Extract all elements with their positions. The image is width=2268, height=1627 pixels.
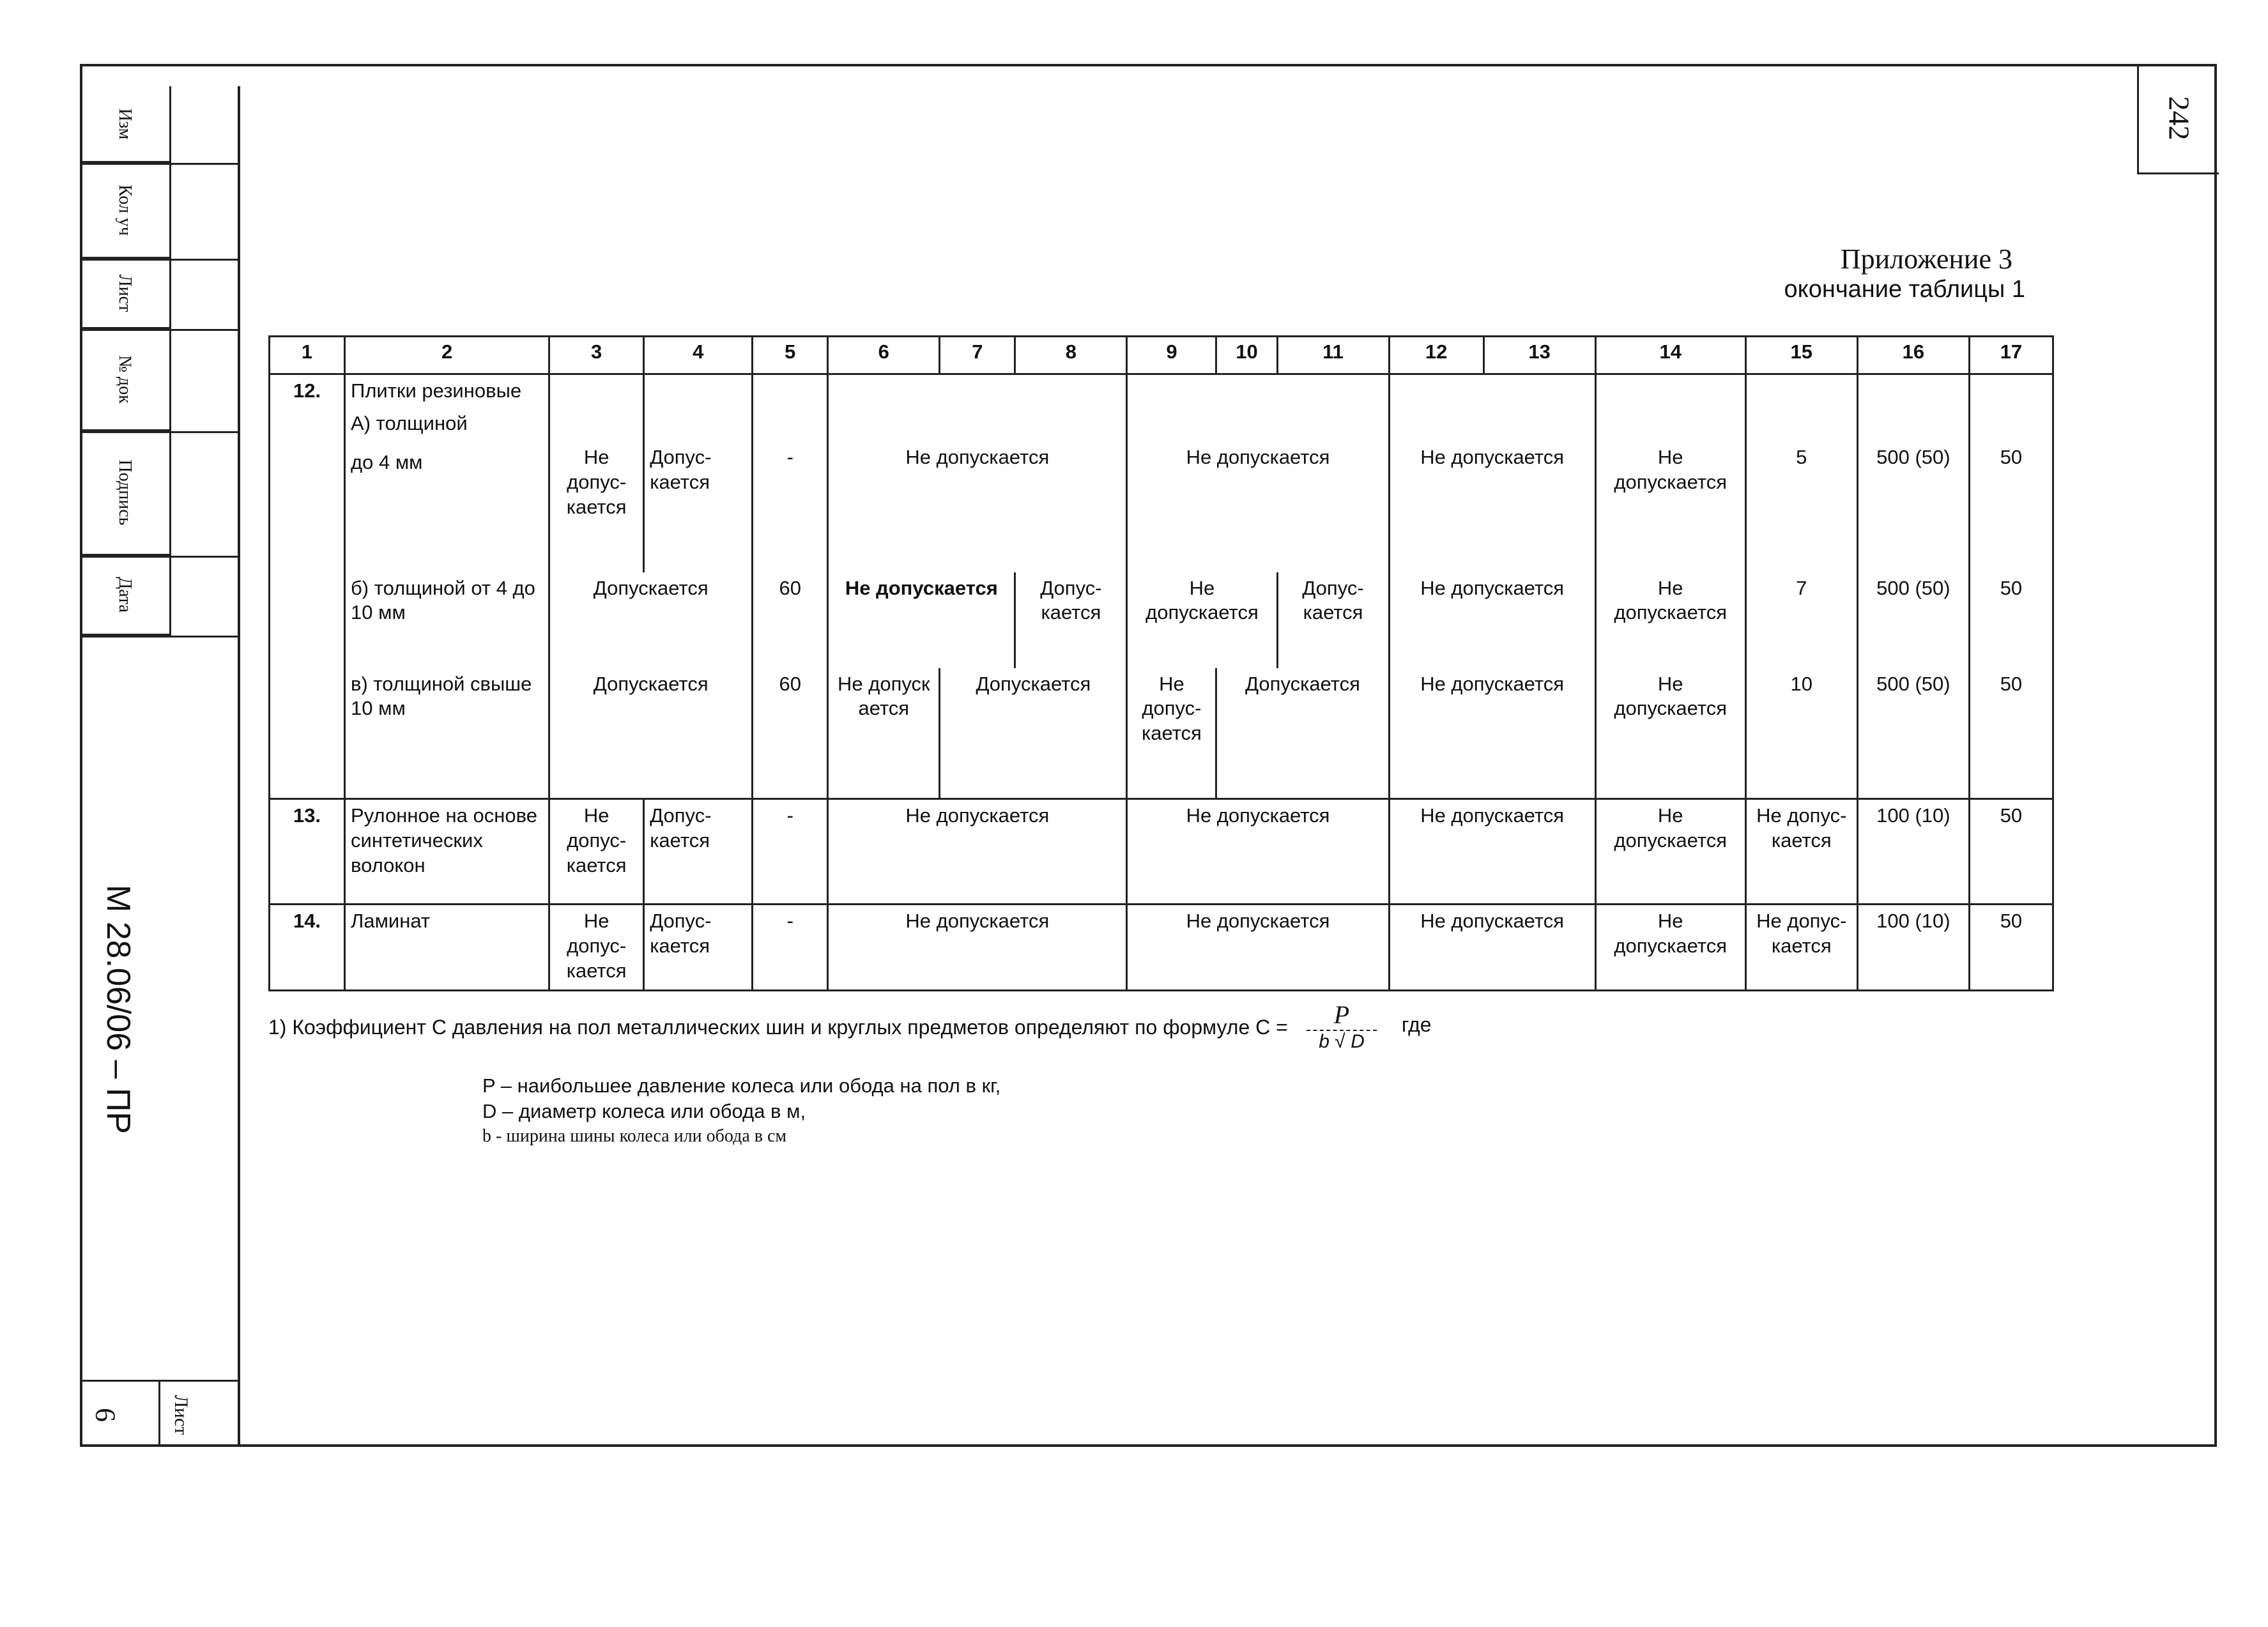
col-header: 12 — [1389, 337, 1483, 374]
table-cell: - — [753, 799, 828, 905]
subrow-label: в) толщиной свыше 10 мм — [345, 668, 549, 799]
col-header: 10 — [1216, 337, 1277, 374]
table-cell: 50 — [1969, 905, 2053, 991]
table-row — [270, 572, 2053, 668]
field-kol-uch — [80, 163, 169, 259]
subrow-label: А) толщиной — [351, 411, 468, 434]
header-row — [270, 337, 2053, 374]
table-cell: 100 (10) — [1857, 799, 1969, 905]
table-cell: Не допускается — [1595, 572, 1745, 668]
table-cell: Не допускается — [828, 572, 1015, 668]
formula-denominator: b √ D — [1319, 1031, 1365, 1052]
table-cell: Не допускается — [1127, 572, 1277, 668]
table-cell: Не допус-кается — [1745, 799, 1857, 905]
field-list — [80, 259, 169, 329]
field-label: Дата — [115, 577, 135, 613]
appendix-title: Приложение 3 — [1840, 243, 2012, 275]
col-header: 6 — [828, 337, 940, 374]
row-number: 12. — [270, 374, 345, 799]
divider — [80, 431, 238, 433]
definition-line: b - ширина шины колеса или обода в см — [482, 1126, 787, 1146]
table-cell: 50 — [1969, 374, 2053, 572]
table-cell: Не допускается — [1389, 905, 1595, 991]
table-cell: Не допускается — [1127, 905, 1389, 991]
col-header: 7 — [940, 337, 1015, 374]
footnote — [268, 1016, 1288, 1039]
footnote-definitions — [482, 1073, 1000, 1148]
sheet-number: 6 — [89, 1408, 121, 1422]
table-cell: 7 — [1745, 572, 1857, 668]
field-label: Лист — [115, 274, 135, 312]
formula — [1306, 1000, 1432, 1053]
col-header: 8 — [1015, 337, 1127, 374]
table-cell: Не допускается — [1595, 905, 1745, 991]
col-header: 4 — [644, 337, 753, 374]
table-cell: Не допускается — [1595, 799, 1745, 905]
table-cell: 50 — [1969, 572, 2053, 668]
table-cell: Допус-кается — [644, 905, 753, 991]
table-cell: Не допускается — [828, 799, 1127, 905]
field-izm — [80, 86, 169, 163]
field-label: № док — [115, 355, 135, 404]
table-cell: Не допускается — [1127, 799, 1389, 905]
table-cell: 10 — [1745, 668, 1857, 799]
table-cell: Допускается — [1216, 668, 1389, 799]
sheet-label: Лист — [171, 1394, 192, 1435]
table-cell: Не допуск ается — [828, 668, 940, 799]
table-cell: 50 — [1969, 668, 2053, 799]
divider — [80, 329, 238, 331]
table-cell: - — [753, 374, 828, 572]
table-cell: Не допус-кается — [1127, 668, 1216, 799]
title-block-fields — [80, 86, 171, 636]
divider — [80, 259, 238, 261]
formula-numerator: P — [1333, 1000, 1350, 1029]
col-header: 9 — [1127, 337, 1216, 374]
table-cell: 500 (50) — [1857, 374, 1969, 572]
field-podpis — [80, 431, 169, 556]
table-cell: Допус-кается — [1277, 572, 1389, 668]
table-cell: Не допускается — [828, 374, 1127, 572]
table-cell: Допускается — [549, 572, 753, 668]
table-cell: 100 (10) — [1857, 905, 1969, 991]
field-label: Подпись — [115, 459, 135, 526]
col-header: 3 — [549, 337, 644, 374]
subrow-label: б) толщиной от 4 до 10 мм — [345, 572, 549, 668]
definition-line: P – наибольшее давление колеса или обода на пол в кг, — [482, 1074, 1001, 1097]
formula-suffix: где — [1401, 1012, 1432, 1036]
table-cell: 60 — [753, 572, 828, 668]
table-cell: Не допус-кается — [549, 374, 644, 572]
table-row — [270, 668, 2053, 799]
field-label: Кол уч — [115, 184, 135, 236]
divider — [80, 163, 238, 165]
page-number-box — [2137, 64, 2219, 174]
divider — [80, 556, 238, 558]
row-number: 14. — [270, 905, 345, 991]
table-cell: Не допускается — [1389, 668, 1595, 799]
title-block-border — [238, 86, 240, 1447]
subrow-label: до 4 мм — [351, 450, 423, 473]
table-cell: Не допускается — [1389, 572, 1595, 668]
field-data — [80, 556, 169, 636]
divider — [80, 636, 238, 638]
col-header: 16 — [1857, 337, 1969, 374]
table-cell: Не допускается — [1389, 374, 1595, 572]
table-cell: - — [753, 905, 828, 991]
table-cell: 50 — [1969, 799, 2053, 905]
col-header: 15 — [1745, 337, 1857, 374]
col-header: 2 — [345, 337, 549, 374]
requirements-table — [268, 335, 2054, 991]
table-cell: Не допус-кается — [549, 799, 644, 905]
divider — [158, 1380, 160, 1447]
material-name: Плитки резиновые — [351, 379, 522, 402]
col-header: 5 — [753, 337, 828, 374]
material-cell — [345, 374, 549, 572]
document-code: М 28.06/06 – ПР — [100, 884, 137, 1134]
formula-fraction — [1306, 1000, 1377, 1053]
material-name: Ламинат — [345, 905, 549, 991]
table-cell: Не допускается — [1595, 374, 1745, 572]
col-header: 11 — [1277, 337, 1389, 374]
table-cell: Допус-кается — [644, 374, 753, 572]
table-cell: 500 (50) — [1857, 668, 1969, 799]
title-block — [80, 86, 238, 1447]
table-cell: Допус-кается — [644, 799, 753, 905]
table-cell: Не допус-кается — [1745, 905, 1857, 991]
field-nom-dok — [80, 329, 169, 431]
table-cell: Допус-кается — [1015, 572, 1127, 668]
table-cell: Не допускается — [1595, 668, 1745, 799]
table-cell: Не допускается — [1127, 374, 1389, 572]
col-header: 14 — [1595, 337, 1745, 374]
col-header: 1 — [270, 337, 345, 374]
field-label: Изм — [115, 108, 135, 139]
table-row — [270, 799, 2053, 905]
col-header: 13 — [1483, 337, 1595, 374]
page-number: 242 — [2163, 96, 2195, 141]
table-cell: Допускается — [940, 668, 1127, 799]
material-name: Рулонное на основе синтетических волокон — [345, 799, 549, 905]
definition-line: D – диаметр колеса или обода в м, — [482, 1100, 806, 1123]
table-cell: 60 — [753, 668, 828, 799]
table-cell: 500 (50) — [1857, 572, 1969, 668]
footnote-text: 1) Коэффициент С давления на пол металлических шин и круглых предметов определяют по формуле С = — [268, 1016, 1288, 1039]
row-number: 13. — [270, 799, 345, 905]
table-cell: Не допус-кается — [549, 905, 644, 991]
table-cell: Допускается — [549, 668, 753, 799]
col-header: 17 — [1969, 337, 2053, 374]
table-row — [270, 905, 2053, 991]
table-cell: 5 — [1745, 374, 1857, 572]
table-caption: окончание таблицы 1 — [1784, 276, 2025, 303]
table-cell: Не допускается — [1389, 799, 1595, 905]
table-cell: Не допускается — [828, 905, 1127, 991]
table-row — [270, 374, 2053, 572]
